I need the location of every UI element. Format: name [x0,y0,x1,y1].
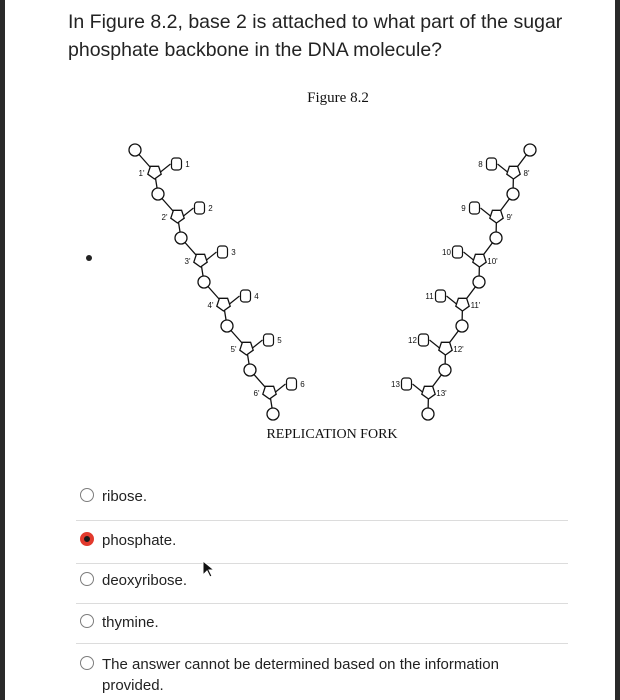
base-link [184,208,194,216]
base-shape [241,290,251,302]
phosphate-circle [152,188,164,200]
base-shape [436,290,446,302]
sugar-number: 9' [506,213,513,222]
base-number: 6 [300,380,305,389]
radio-deoxyribose[interactable] [80,572,94,586]
bullet-dot [86,255,92,261]
divider [76,563,568,564]
sugar-pentagon [263,386,276,399]
mouse-cursor-icon [202,560,216,578]
base-number: 9 [461,204,466,213]
right-frame-edge [615,0,620,700]
option-phosphate[interactable] [80,530,580,554]
option-deoxyribose[interactable] [80,570,580,594]
left-strand-diagram [129,144,305,420]
sugar-number: 13' [436,389,447,398]
sugar-pentagon [171,210,184,223]
base-number: 2 [208,204,213,213]
sugar-number: 2' [161,213,168,222]
sugar-pentagon [148,166,161,179]
base-shape [419,334,429,346]
base-number: 11 [425,292,434,301]
fork-caption: REPLICATION FORK [266,427,398,442]
sugar-pentagon [473,254,486,267]
base-link [430,340,440,348]
base-number: 1 [185,160,190,169]
base-shape [470,202,480,214]
radio-cannot-be-determined[interactable] [80,656,94,670]
sugar-number: 8' [523,169,530,178]
phosphate-circle [244,364,256,376]
base-link [481,208,491,216]
sugar-number: 1' [138,169,145,178]
phosphate-circle [198,276,210,288]
sugar-pentagon [217,298,230,311]
base-number: 13 [391,380,400,389]
divider [76,603,568,604]
base-shape [287,378,297,390]
base-shape [402,378,412,390]
right-strand-diagram [391,144,536,420]
phosphate-circle [507,188,519,200]
base-link [413,384,423,392]
option-thymine[interactable] [80,612,580,636]
base-shape [264,334,274,346]
base-link [207,252,217,260]
phosphate-circle [439,364,451,376]
option-label: The answer cannot be determined based on the information provided. [102,656,499,694]
figure-title: Figure 8.2 [307,90,369,106]
question-text: In Figure 8.2, base 2 is attached to what part of the sugar phosphate backbone in the DNA molecule? [68,11,563,61]
sugar-number: 5' [230,345,237,354]
option-label: deoxyribose. [102,572,188,589]
phosphate-circle [267,408,279,420]
base-shape [453,246,463,258]
sugar-pentagon [240,342,253,355]
phosphate-circle [221,320,233,332]
base-number: 4 [254,292,259,301]
option-label: ribose. [102,488,148,505]
base-shape [218,246,228,258]
base-number: 10 [442,248,451,257]
base-shape [172,158,182,170]
option-label: phosphate. [102,532,177,549]
base-shape [195,202,205,214]
sugar-number: 12' [453,345,464,354]
phosphate-circle [422,408,434,420]
sugar-pentagon [194,254,207,267]
radio-ribose[interactable] [80,488,94,502]
base-link [464,252,474,260]
base-link [447,296,457,304]
base-link [253,340,263,348]
left-frame-edge [0,0,5,700]
sugar-number: 3' [184,257,191,266]
sugar-pentagon [422,386,435,399]
sugar-pentagon [490,210,503,223]
phosphate-circle [490,232,502,244]
base-number: 12 [408,336,417,345]
base-number: 8 [478,160,483,169]
sugar-pentagon [507,166,520,179]
sugar-pentagon [439,342,452,355]
base-link [230,296,240,304]
phosphate-circle [129,144,141,156]
sugar-number: 4' [207,301,214,310]
base-number: 3 [231,248,236,257]
base-number: 5 [277,336,282,345]
radio-phosphate[interactable] [80,532,94,546]
option-label: thymine. [102,614,159,631]
base-shape [487,158,497,170]
base-link [161,164,171,172]
phosphate-circle [524,144,536,156]
base-link [498,164,508,172]
base-link [276,384,286,392]
phosphate-circle [456,320,468,332]
sugar-number: 6' [253,389,260,398]
phosphate-circle [473,276,485,288]
replication-fork-figure [100,80,570,450]
phosphate-circle [175,232,187,244]
radio-thymine[interactable] [80,614,94,628]
divider [76,520,568,521]
sugar-number: 10' [487,257,498,266]
sugar-number: 11' [470,301,481,310]
option-ribose[interactable] [80,486,580,510]
option-cannot-be-determined[interactable] [80,654,580,696]
divider [76,643,568,644]
sugar-pentagon [456,298,469,311]
